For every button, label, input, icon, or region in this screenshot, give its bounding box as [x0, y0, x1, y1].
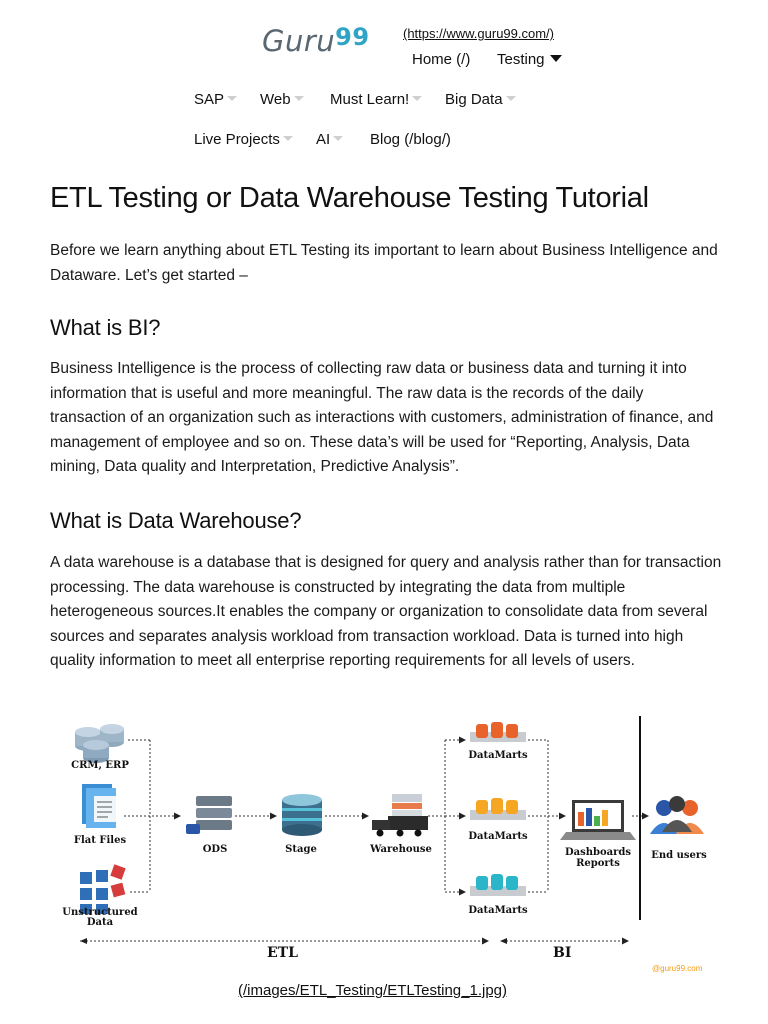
caret-down-icon	[550, 55, 562, 62]
unstructured-label-line2: Data	[86, 917, 114, 928]
end-users-label: End users	[651, 850, 707, 861]
intro-paragraph: Before we learn anything about ETL Testing its important to learn about Business Intelligence and Dataware. Let’s get started –	[50, 242, 718, 284]
guru99-logo[interactable]	[262, 24, 370, 58]
logo-text: Guru	[262, 24, 336, 58]
datamarts-icon-top	[470, 722, 526, 742]
dashboards-label: Dashboards	[564, 847, 632, 858]
ods-label: ODS	[202, 844, 228, 855]
flat-files-label: Flat Files	[73, 835, 127, 846]
testing-label: Testing	[497, 51, 545, 68]
bi-paragraph: Business Intelligence is the process of collecting raw data or business data and turning it into information that is useful and more meaningful. The raw data is the records of the daily transaction of an organization such as interactions with customers, administration of finance, and management of employee and so on. These data’s will be used for “Reporting, Analysis, Data mining, Data quality and Interpretation, Predictive Analysis”.	[50, 360, 714, 476]
watermark: @guru99.com	[652, 964, 703, 973]
warehouse-label: Warehouse	[370, 844, 432, 855]
end-users-icon	[650, 796, 704, 834]
ods-server-icon	[186, 796, 232, 834]
home-link[interactable]: Home (/)	[412, 51, 471, 68]
crm-erp-label: CRM, ERP	[71, 760, 129, 771]
stage-label: Stage	[285, 844, 317, 855]
menu-sap[interactable]	[194, 91, 237, 108]
reports-label: Reports	[576, 858, 620, 869]
unstructured-label-line1: Unstructured	[62, 907, 138, 918]
menu-live-projects-label: Live Projects	[194, 131, 280, 148]
page-title: ETL Testing or Data Warehouse Testing Tutorial	[50, 182, 649, 214]
menu-sap-label: SAP	[194, 91, 225, 108]
datamarts-label-bottom: DataMarts	[468, 905, 528, 916]
diagram-graphics	[50, 712, 720, 974]
home-url-link[interactable]: (https://www.guru99.com/)	[403, 26, 554, 41]
etl-label: ETL	[267, 945, 298, 961]
datamarts-icon-middle	[470, 798, 526, 820]
warehouse-truck-icon	[372, 794, 428, 837]
dashboard-laptop-icon	[560, 800, 636, 840]
caret-down-icon	[333, 136, 343, 141]
datamarts-label-top: DataMarts	[468, 750, 528, 761]
dashboards-reports-label	[558, 847, 638, 869]
caret-down-icon	[506, 96, 516, 101]
menu-big-data[interactable]	[445, 91, 516, 108]
dw-paragraph: A data warehouse is a database that is designed for query and analysis rather than for transaction processing. The data warehouse is constructed by integrating the data from multiple heterogeneous sources.It enables the company or organization to consolidate data from several sources and separates analysis workload from transaction workload. Data is turned into high quality information to meet all enterprise reporting requirements for all levels of users.	[50, 554, 722, 670]
logo-suffix: 99	[335, 23, 370, 51]
menu-web-label: Web	[260, 91, 291, 108]
menu-ai[interactable]	[316, 131, 343, 148]
menu-ai-label: AI	[316, 131, 331, 148]
unstructured-data-label	[58, 908, 142, 928]
bi-heading: What is BI?	[50, 315, 161, 340]
database-stack-icon	[75, 724, 124, 763]
datamarts-icon-bottom	[470, 874, 526, 896]
stage-database-icon	[282, 794, 322, 836]
menu-must-learn-label: Must Learn!	[330, 91, 410, 108]
testing-menu[interactable]	[497, 51, 562, 68]
caret-down-icon	[294, 96, 304, 101]
etl-architecture-diagram	[50, 712, 720, 974]
dw-heading: What is Data Warehouse?	[50, 508, 302, 533]
bi-label: BI	[553, 945, 572, 961]
datamarts-label-middle: DataMarts	[468, 831, 528, 842]
menu-must-learn[interactable]	[330, 91, 422, 108]
flat-files-icon	[82, 784, 116, 828]
menu-big-data-label: Big Data	[445, 91, 503, 108]
caret-down-icon	[412, 96, 422, 101]
menu-blog[interactable]: Blog (/blog/)	[370, 131, 451, 148]
menu-live-projects[interactable]	[194, 131, 293, 148]
menu-web[interactable]	[260, 91, 304, 108]
caret-down-icon	[227, 96, 237, 101]
caret-down-icon	[283, 136, 293, 141]
image-link[interactable]: (/images/ETL_Testing/ETLTesting_1.jpg)	[238, 982, 508, 999]
